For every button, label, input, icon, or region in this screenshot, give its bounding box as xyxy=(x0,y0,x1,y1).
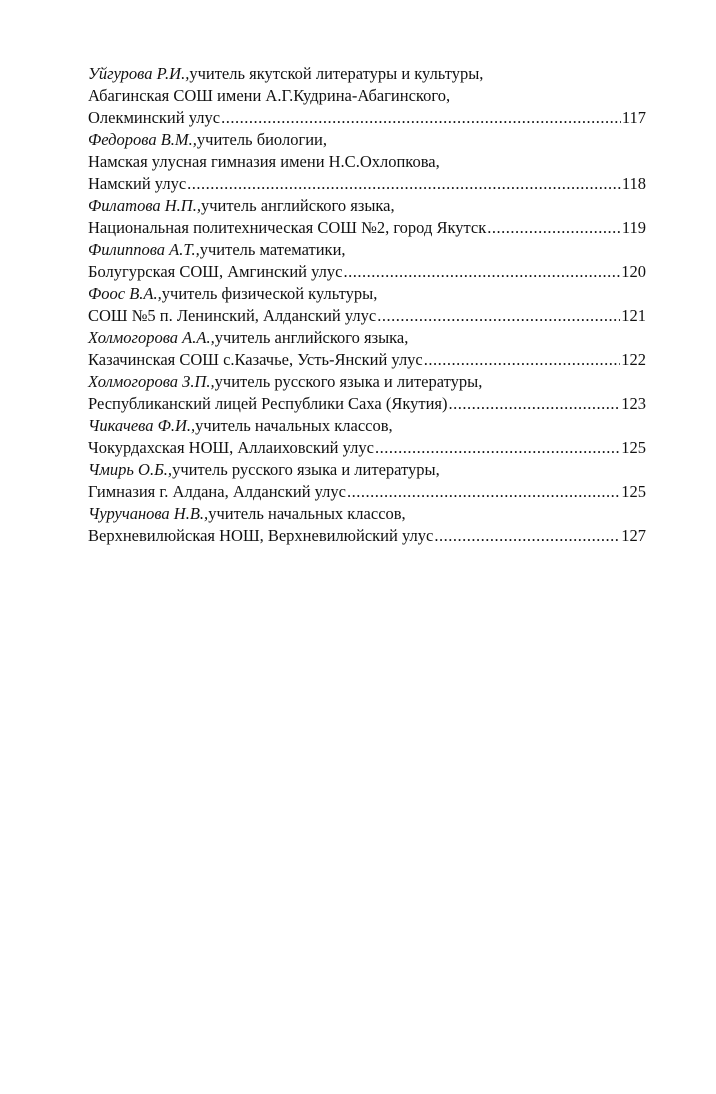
page-number: 122 xyxy=(621,350,646,369)
toc-entry-author-line xyxy=(88,283,646,305)
page-number: 118 xyxy=(621,174,646,193)
toc-entry-school-line xyxy=(88,217,646,239)
dot-leader xyxy=(343,261,620,283)
toc-entry xyxy=(88,503,646,547)
author-role: учитель английского языка, xyxy=(200,196,395,215)
toc-entry xyxy=(88,327,646,371)
toc-entry-author-line xyxy=(88,371,646,393)
toc-entry-author-line xyxy=(88,195,646,217)
toc-entry-school-line xyxy=(88,305,646,327)
author-name: Филатова Н.П., xyxy=(88,196,201,215)
toc-entry-author-line xyxy=(88,459,646,481)
author-role: учитель биологии, xyxy=(196,130,327,149)
dot-leader xyxy=(187,173,621,195)
author-name: Фоос В.А., xyxy=(88,284,162,303)
author-role: учитель математики, xyxy=(199,240,346,259)
author-name: Чуручанова Н.В., xyxy=(88,504,209,523)
page-number: 125 xyxy=(621,438,646,457)
school-name: Национальная политехническая СОШ №2, город Якутск xyxy=(88,218,487,237)
toc-entry-school-line xyxy=(88,393,646,415)
page-number: 127 xyxy=(621,526,646,545)
page-number: 121 xyxy=(621,306,646,325)
toc-entry-school-line xyxy=(88,437,646,459)
author-role: учитель якутской литературы и культуры, xyxy=(189,64,484,83)
author-role: учитель английского языка, xyxy=(214,328,409,347)
dot-leader xyxy=(424,349,620,371)
toc-entry xyxy=(88,63,646,129)
page-number: 120 xyxy=(621,262,646,281)
toc-entry-author-line xyxy=(88,129,646,151)
table-of-contents xyxy=(88,63,646,547)
toc-entry-location-line xyxy=(88,107,646,129)
dot-leader xyxy=(434,525,620,547)
author-name: Холмогорова А.А., xyxy=(88,328,215,347)
author-role: учитель русского языка и литературы, xyxy=(172,460,440,479)
school-name: Абагинская СОШ имени А.Г.Кудрина-Абагинского, xyxy=(88,86,451,105)
toc-entry-school-line xyxy=(88,261,646,283)
toc-entry-school-line xyxy=(88,85,646,107)
toc-entry-author-line xyxy=(88,63,646,85)
toc-entry xyxy=(88,239,646,283)
toc-entry xyxy=(88,195,646,239)
page-number: 123 xyxy=(621,394,646,413)
toc-entry-school-line xyxy=(88,481,646,503)
school-name: Республиканский лицей Республики Саха (Якутия) xyxy=(88,394,448,413)
location-text: Намский улус xyxy=(88,174,187,193)
toc-entry-school-line xyxy=(88,525,646,547)
author-name: Холмогорова З.П., xyxy=(88,372,215,391)
author-name: Уйгурова Р.И., xyxy=(88,64,190,83)
dot-leader xyxy=(487,217,621,239)
page-number: 119 xyxy=(621,218,646,237)
author-role: учитель начальных классов, xyxy=(195,416,393,435)
author-name: Филиппова А.Т., xyxy=(88,240,200,259)
school-name: Болугурская СОШ, Амгинский улус xyxy=(88,262,343,281)
toc-entry-author-line xyxy=(88,239,646,261)
toc-entry-school-line xyxy=(88,349,646,371)
page-number: 117 xyxy=(621,108,646,127)
author-name: Федорова В.М., xyxy=(88,130,197,149)
author-role: учитель начальных классов, xyxy=(208,504,406,523)
toc-entry xyxy=(88,283,646,327)
toc-entry-author-line xyxy=(88,503,646,525)
dot-leader xyxy=(375,437,620,459)
school-name: Гимназия г. Алдана, Алданский улус xyxy=(88,482,346,501)
toc-entry xyxy=(88,459,646,503)
author-name: Чикачева Ф.И., xyxy=(88,416,196,435)
author-name: Чмирь О.Б., xyxy=(88,460,173,479)
toc-entry-location-line xyxy=(88,173,646,195)
toc-entry-school-line xyxy=(88,151,646,173)
author-role: учитель русского языка и литературы, xyxy=(214,372,483,391)
author-role: учитель физической культуры, xyxy=(161,284,378,303)
dot-leader xyxy=(377,305,620,327)
school-name: Верхневилюйская НОШ, Верхневилюйский улус xyxy=(88,526,434,545)
dot-leader xyxy=(449,393,621,415)
page-number: 125 xyxy=(621,482,646,501)
school-name: СОШ №5 п. Ленинский, Алданский улус xyxy=(88,306,377,325)
school-name: Намская улусная гимназия имени Н.С.Охлопкова, xyxy=(88,152,440,171)
location-text: Олекминский улус xyxy=(88,108,221,127)
dot-leader xyxy=(347,481,620,503)
school-name: Чокурдахская НОШ, Аллаиховский улус xyxy=(88,438,374,457)
toc-entry xyxy=(88,371,646,415)
school-name: Казачинская СОШ с.Казачье, Усть-Янский улус xyxy=(88,350,423,369)
toc-entry-author-line xyxy=(88,327,646,349)
toc-entry xyxy=(88,415,646,459)
toc-entry-author-line xyxy=(88,415,646,437)
dot-leader xyxy=(221,107,621,129)
toc-entry xyxy=(88,129,646,195)
